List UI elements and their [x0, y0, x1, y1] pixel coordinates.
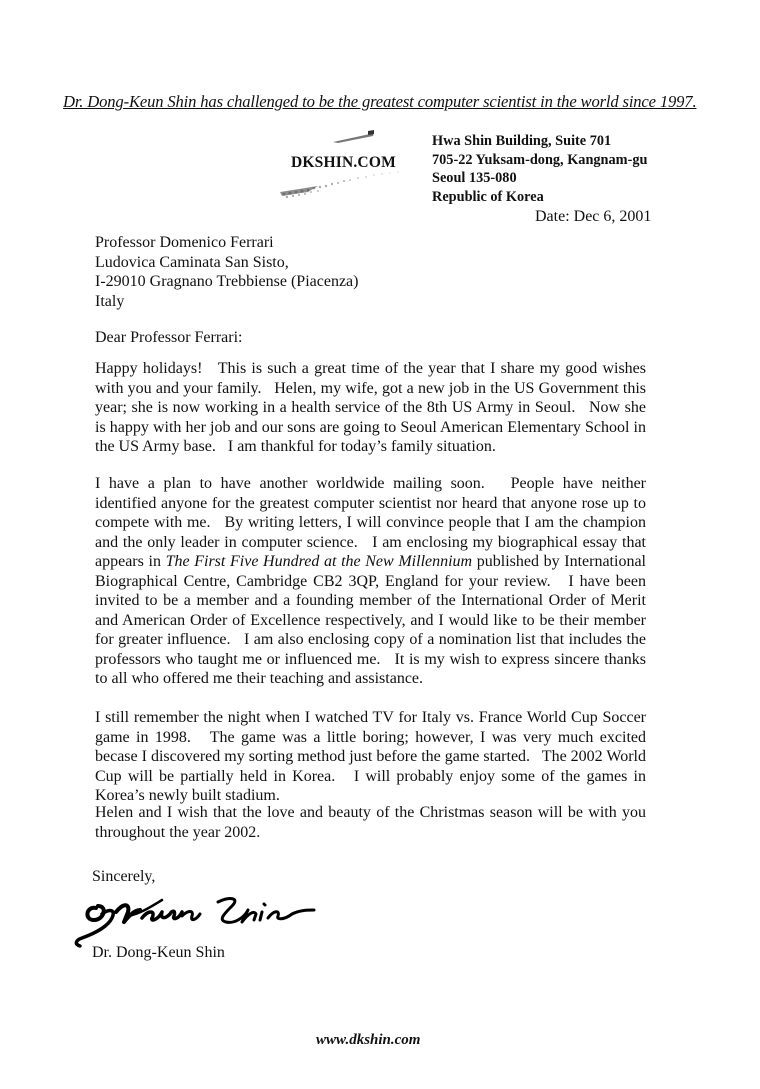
body-paragraph-4: Helen and I wish that the love and beauty of the Christmas season will be with you throughout the year 2002. [95, 804, 650, 841]
company-logo [278, 128, 418, 208]
recipient-address [95, 233, 358, 311]
body-paragraph-2 [95, 474, 650, 689]
footer-website-link[interactable]: www.dkshin.com [316, 1032, 421, 1048]
address-line: Seoul 135-080 [432, 170, 517, 186]
valediction: Sincerely, [92, 868, 156, 885]
body-paragraph-1: Happy holidays! This is such a great time of the year that I share my good wishes with you and your family. Helen, my wife, got a new job in the US Government this year; she is now working in a health service of the 8th US Army in Seoul. Now she is happy with her job and our sons are going to Seoul American Elementary School in the US Army base. I am thankful for today’s family situation. [95, 360, 650, 455]
recipient-line: Professor Domenico Ferrari [95, 234, 274, 251]
sender-address [432, 132, 647, 206]
tagline: Dr. Dong-Keun Shin has challenged to be the greatest computer scientist in the world since 1997. [63, 92, 697, 111]
address-line: Hwa Shin Building, Suite 701 [432, 133, 612, 149]
recipient-line: Ludovica Caminata San Sisto, [95, 253, 289, 271]
letter-date: Date: Dec 6, 2001 [535, 208, 652, 225]
paragraph-text: I have a plan to have another worldwide mailing soon. People have neither identified anyone for the greatest computer scientist nor heard that anyone rose up to compete with me. By writing letters, I will convince people that I am the champion and the only leader in computer science. I am enclosing my biographical essay that appears in [95, 475, 650, 570]
recipient-line: Italy [95, 292, 125, 310]
recipient-line: I-29010 Gragnano Trebbiense (Piacenza) [95, 273, 359, 290]
address-line: 705-22 Yuksam-dong, Kangnam-gu [432, 151, 648, 168]
salutation: Dear Professor Ferrari: [95, 329, 243, 346]
book-title: The First Five Hundred at the New Millennium [165, 553, 473, 570]
body-paragraph-3: I still remember the night when I watched TV for Italy vs. France World Cup Soccer game in 1998. The game was a little boring; however, I was very much excited becase I discovered my sorting method just before the game started. The 2002 World Cup will be partially held in Korea. I will probably enjoy some of the games in Korea’s newly built stadium. [95, 709, 650, 804]
address-line: Republic of Korea [432, 188, 544, 205]
logo-text: DKSHIN.COM [291, 154, 396, 171]
signature-icon [68, 888, 328, 948]
paragraph-text: published by International Biographical Centre, Cambridge CB2 3QP, England for your review. I have been invited to be a member and a founding member of the International Order of Merit and American Order of Excellence respectively, and I would like to be their member for greater influence. I am also enclosing copy of a nomination list that includes the professors who taught me or influenced me. It is my wish to express sincere thanks to all who offered me their teaching and assistance. [95, 553, 650, 687]
signer-name: Dr. Dong-Keun Shin [92, 944, 225, 961]
